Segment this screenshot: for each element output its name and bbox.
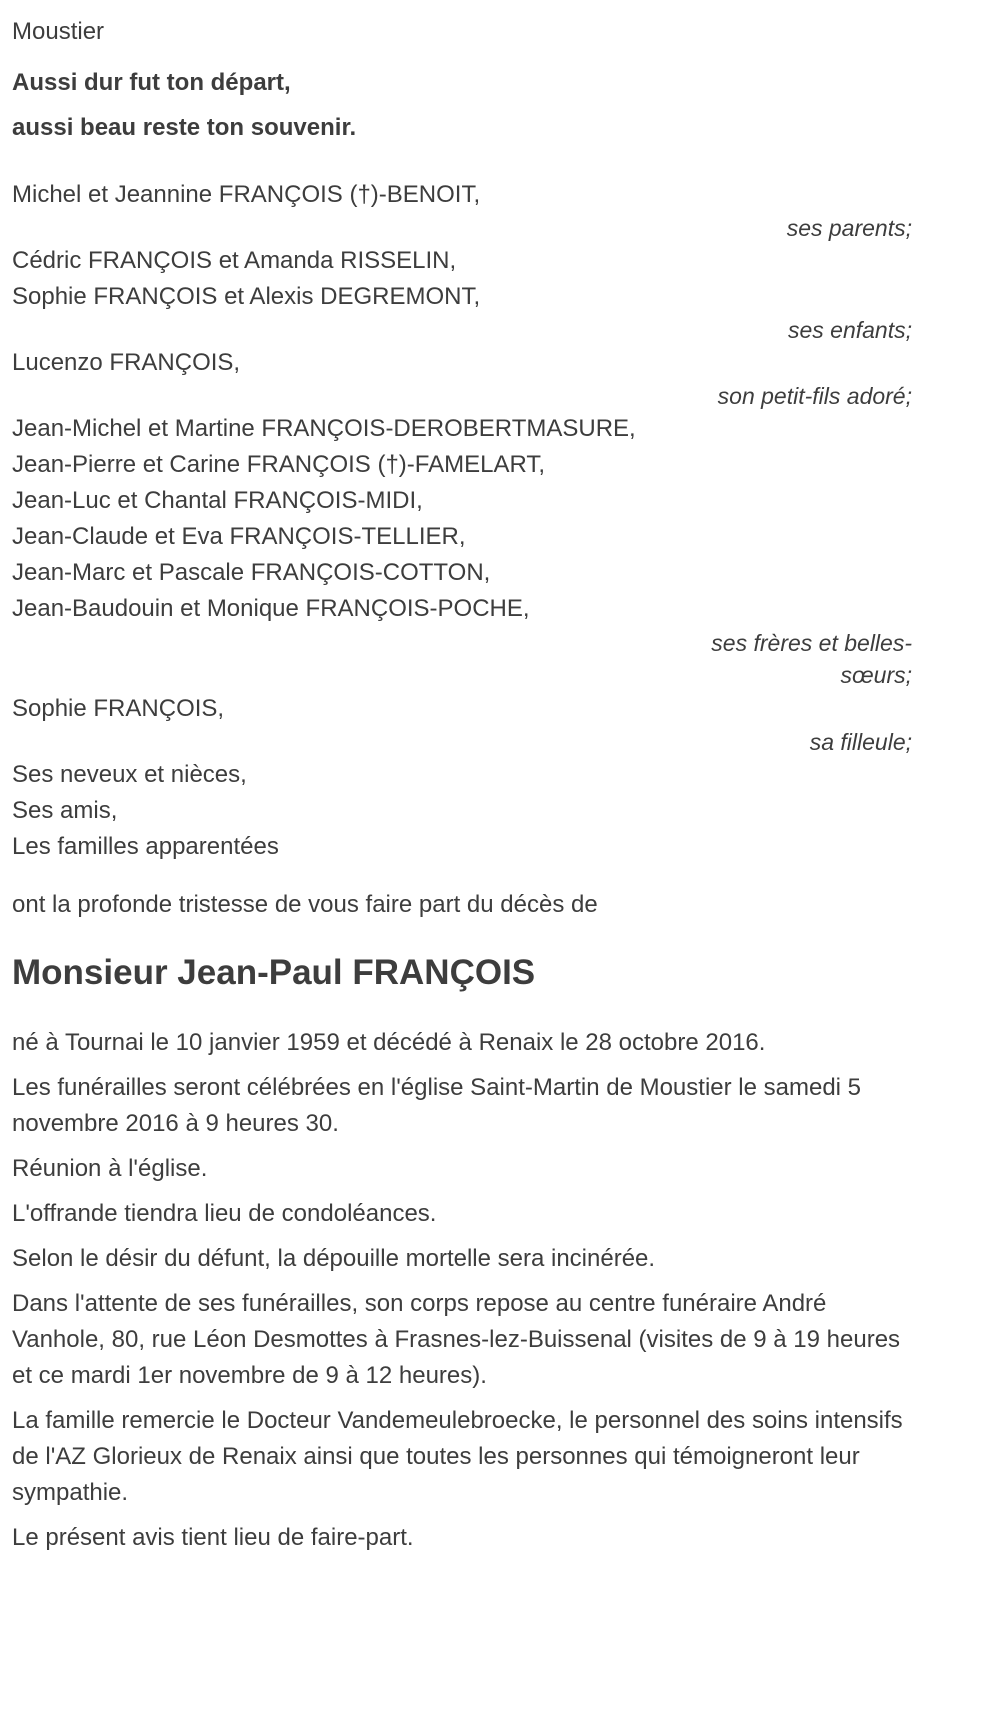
deceased-name-title: Monsieur Jean-Paul FRANÇOIS (12, 953, 536, 992)
relation-siblings: ses frères et belles-sœurs; (711, 630, 912, 688)
family-line: Sophie FRANÇOIS et Alexis DEGREMONT, (12, 283, 481, 310)
family-line: Jean-Michel et Martine FRANÇOIS-DEROBERTMASURE, (12, 415, 636, 442)
detail-offering: L'offrande tiendra lieu de condoléances. (12, 1200, 437, 1227)
others-line: Ses neveux et nièces, (12, 761, 247, 788)
location: Moustier (12, 18, 105, 45)
detail-funeral-service: Les funérailles seront célébrées en l'église Saint-Martin de Moustier le samedi 5 novembre 2016 à 9 heures 30. (12, 1074, 862, 1137)
funeral-details (12, 1025, 912, 1556)
family-line: Jean-Claude et Eva FRANÇOIS-TELLIER, (12, 523, 466, 550)
announcement-line: ont la profonde tristesse de vous faire part du décès de (12, 891, 598, 918)
family-list (12, 177, 912, 757)
detail-thanks: La famille remercie le Docteur Vandemeulebroecke, le personnel des soins intensifs de l'AZ Glorieux de Renaix ainsi que toutes les personnes qui témoigneront leur sympathie. (12, 1407, 903, 1506)
epitaph-line-1: Aussi dur fut ton départ, (12, 69, 291, 96)
family-line: Cédric FRANÇOIS et Amanda RISSELIN, (12, 247, 457, 274)
family-line: Jean-Marc et Pascale FRANÇOIS-COTTON, (12, 559, 491, 586)
family-line: Jean-Luc et Chantal FRANÇOIS-MIDI, (12, 487, 423, 514)
detail-notice: Le présent avis tient lieu de faire-part. (12, 1524, 414, 1551)
family-line: Sophie FRANÇOIS, (12, 695, 225, 722)
family-line: Michel et Jeannine FRANÇOIS (†)-BENOIT, (12, 181, 481, 208)
relation-parents: ses parents; (786, 215, 912, 241)
relation-grandson: son petit-fils adoré; (717, 383, 912, 409)
detail-repose: Dans l'attente de ses funérailles, son corps repose au centre funéraire André Vanhole, 80, rue Léon Desmottes à Frasnes-lez-Buissenal (visites de 9 à 19 heures et ce mardi 1er novembre de 9 à 12 heures). (12, 1290, 901, 1389)
family-line: Jean-Pierre et Carine FRANÇOIS (†)-FAMELART, (12, 451, 546, 478)
detail-meeting: Réunion à l'église. (12, 1155, 208, 1182)
family-line: Lucenzo FRANÇOIS, (12, 349, 241, 376)
others-line: Ses amis, (12, 797, 118, 824)
relation-goddaughter: sa filleule; (809, 729, 912, 755)
detail-birth-death: né à Tournai le 10 janvier 1959 et décédé à Renaix le 28 octobre 2016. (12, 1029, 766, 1056)
epitaph-line-2: aussi beau reste ton souvenir. (12, 114, 357, 141)
other-mourners (12, 757, 912, 865)
family-line: Jean-Baudouin et Monique FRANÇOIS-POCHE, (12, 595, 530, 622)
detail-cremation: Selon le désir du défunt, la dépouille mortelle sera incinérée. (12, 1245, 656, 1272)
others-line: Les familles apparentées (12, 833, 279, 860)
relation-children: ses enfants; (787, 317, 912, 343)
